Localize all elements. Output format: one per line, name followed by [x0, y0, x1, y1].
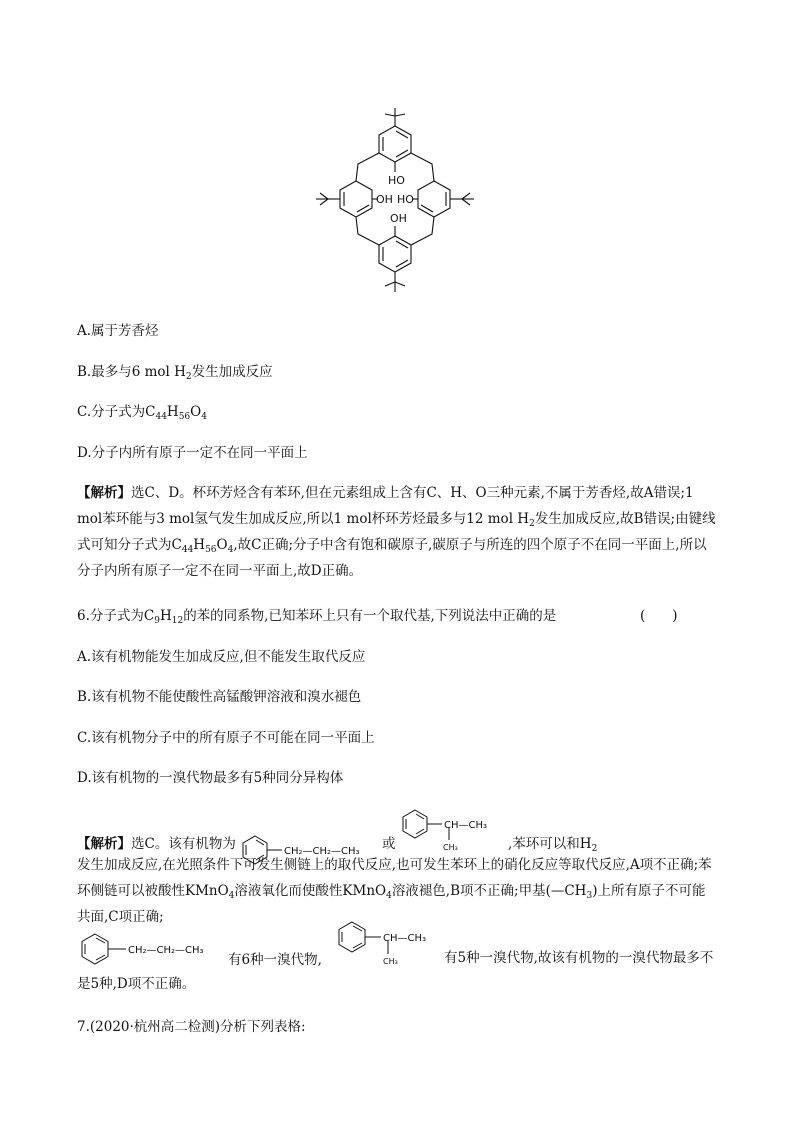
q5-option-a: A.属于芳香烃 — [77, 323, 159, 339]
bottom-ring — [379, 236, 411, 272]
q6-option-a: A.该有机物能发生加成反应,但不能发生取代反应 — [77, 649, 366, 665]
q6-analysis-line1: 【解析】选C。该有机物为 — [77, 836, 236, 852]
right-ring — [418, 181, 450, 217]
q6-analysis-or: 或 — [382, 836, 396, 852]
isopropyl-v-label-1: CH₃ — [443, 843, 458, 852]
q6-analysis-body: 发生加成反应,在光照条件下可发生侧链上的取代反应,也可发生苯环上的硝化反应等取代反应,A项不正确;苯环侧链可以被酸性KMnO$_4$溶液氧化而使酸性KMnO$_4$溶液褪色,B项不正确;甲基$(—CH_3)$上所有原子不可能共面,C项正确; — [77, 857, 712, 925]
isopropyl-v-label-2: CH₃ — [383, 957, 398, 966]
isopropyl-h-label-1: CH—CH₃ — [444, 820, 488, 831]
q6-option-d: D.该有机物的一溴代物最多有5种同分异构体 — [77, 770, 344, 786]
q7-stem: 7.(2020·杭州高二检测)分析下列表格: — [77, 1019, 306, 1035]
q6-option-b: B.该有机物不能使酸性高锰酸钾溶液和溴水褪色 — [77, 689, 362, 705]
q6-analysis-six-isomers: 有6种一溴代物, — [228, 952, 322, 968]
q5-option-c: C.分子式为$C_{44}H_{56}O_4$ — [77, 404, 207, 422]
isopropyl-h-label-2: CH—CH₃ — [383, 933, 427, 944]
q6-analysis-line1-tail: ,苯环可以和$H_2$ — [508, 836, 598, 854]
isopropylbenzene-structure-1 — [400, 800, 510, 856]
q6-option-c: C.该有机物分子中的所有原子不可能在同一平面上 — [77, 730, 375, 746]
calixarene-structure — [300, 108, 490, 298]
left-ring — [340, 181, 372, 217]
oh-bottom-label: OH — [390, 212, 407, 225]
propyl-label-2: CH₂—CH₂—CH₃ — [128, 945, 204, 956]
oh-left-label: OH — [376, 193, 393, 206]
q5-analysis: 【解析】选C、D。杯环芳烃含有苯环,但在元素组成上含有C、H、O三种元素,不属于芳香烃,故A错误;1 mol苯环能与3 mol氢气发生加成反应,所以1 mol杯环芳烃最多与12 mol $H_2$发生加成反应,故B错误;由键线式可知分子式为$C_{44}H_{56}O_4$,故C正确;分子中含有饱和碳原子,碳原子与所连的四个原子不在同一平面上,所以分子内所有原子一定不在同一平面上,故D正确。 — [77, 485, 716, 579]
propyl-label-1: CH₂—CH₂—CH₃ — [284, 846, 360, 857]
q5-option-b: B.最多与6 mol $H_2$发生加成反应 — [77, 364, 273, 382]
top-ring — [379, 126, 411, 162]
q6-stem: 6.分子式为$C_9H_{12}$的苯的同系物,已知苯环上只有一个取代基,下列说法中正确的是 — [77, 608, 557, 626]
q5-option-d: D.分子内所有原子一定不在同一平面上 — [77, 445, 308, 461]
oh-right-label: HO — [397, 193, 414, 206]
q6-answer-blank: ( ) — [640, 608, 678, 624]
q6-analysis-conclusion: 有5种一溴代物,故该有机物的一溴代物最多不是5种,D项不正确。 — [77, 950, 714, 992]
analysis-label: 【解析】 — [77, 836, 131, 852]
analysis-label: 【解析】 — [77, 485, 131, 501]
oh-top-label: HO — [388, 174, 405, 187]
